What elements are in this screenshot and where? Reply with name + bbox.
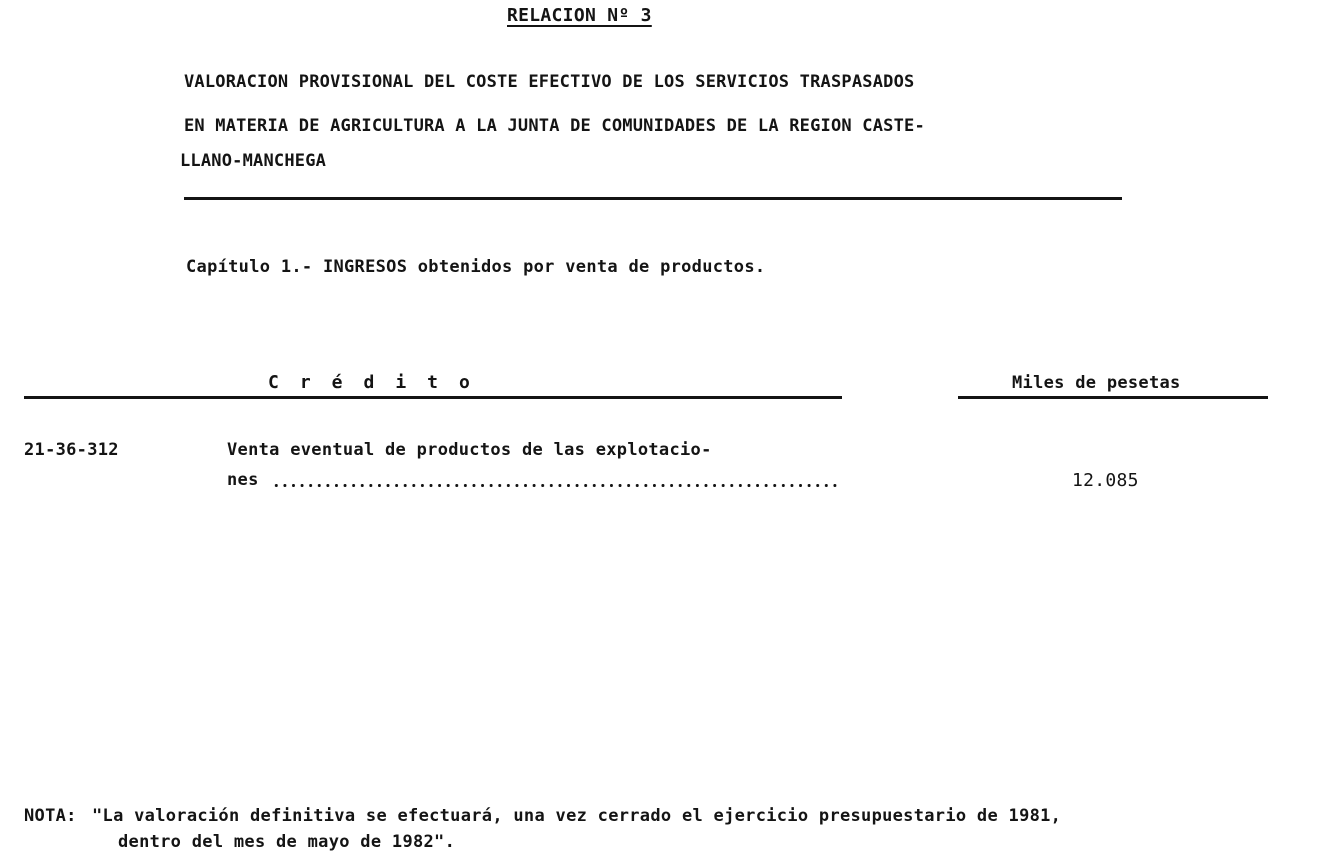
amount-column-rule [958, 396, 1268, 399]
document-title: RELACION Nº 3 [507, 5, 652, 26]
chapter-heading: Capítulo 1.- INGRESOS obtenidos por venta de productos. [186, 257, 766, 277]
note-line-1: "La valoración definitiva se efectuará, una vez cerrado el ejercicio presupuestario de 1981, [92, 806, 1062, 826]
header-divider [184, 197, 1122, 200]
credito-column-header: Crédito [268, 372, 491, 393]
subject-line-3: LLANO-MANCHEGA [180, 151, 327, 171]
row-code: 21-36-312 [24, 440, 119, 460]
subject-line-2: EN MATERIA DE AGRICULTURA A LA JUNTA DE COMUNIDADES DE LA REGION CASTE- [184, 116, 925, 136]
row-description-line-2: nes [227, 470, 259, 490]
subject-line-1: VALORACION PROVISIONAL DEL COSTE EFECTIVO DE LOS SERVICIOS TRASPASADOS [184, 72, 915, 92]
note-line-2: dentro del mes de mayo de 1982". [118, 832, 456, 852]
row-description-line-1: Venta eventual de productos de las explotacio- [227, 440, 712, 460]
note-label: NOTA: [24, 806, 77, 826]
dot-leader [272, 484, 837, 487]
row-amount: 12.085 [1072, 470, 1139, 491]
amount-column-header: Miles de pesetas [1012, 373, 1181, 393]
credito-column-rule [24, 396, 842, 399]
